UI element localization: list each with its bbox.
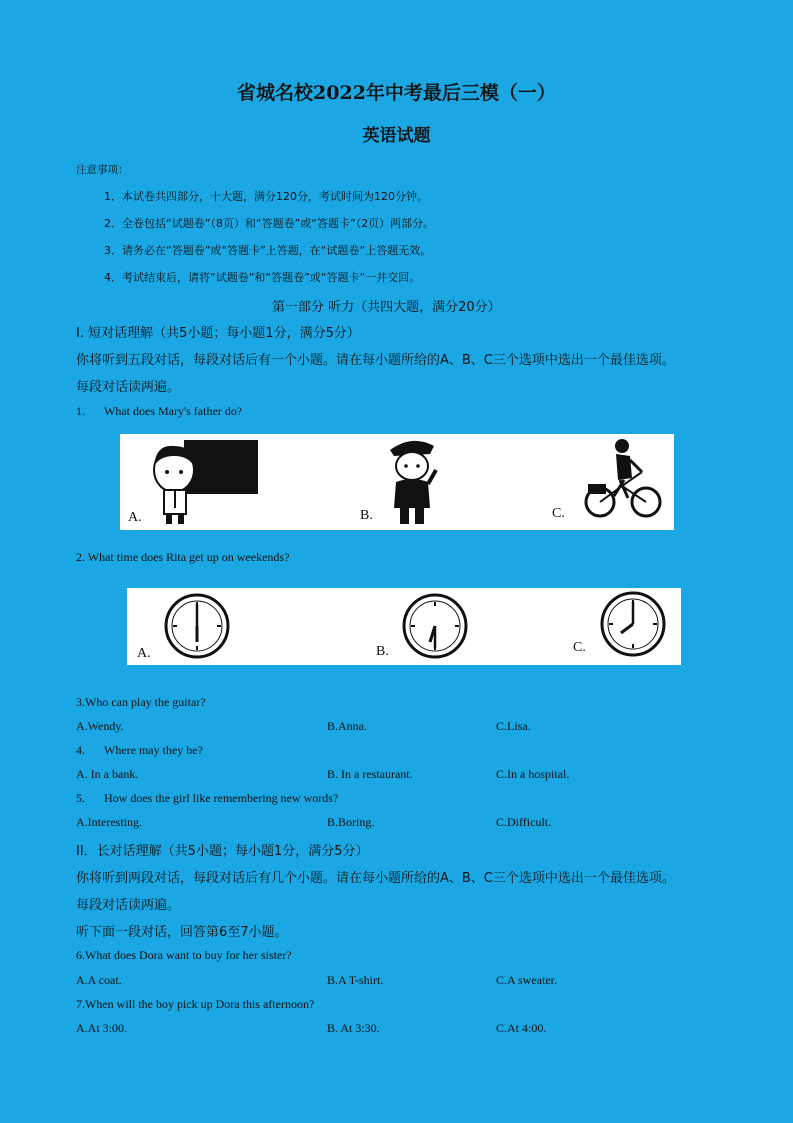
question-5-text: How does the girl like remembering new words? (104, 791, 339, 805)
option-a: A.A coat. (76, 973, 122, 987)
option-b: B.A T-shirt. (327, 973, 384, 987)
option-c: C.Lisa. (496, 719, 531, 733)
option-b: B. In a restaurant. (327, 767, 413, 781)
option-b: B.Boring. (327, 815, 375, 829)
option-c: C.In a hospital. (496, 767, 570, 781)
notice-item: 1．本试卷共四部分，十大题，满分120分，考试时间为120分钟。 (104, 190, 428, 203)
question-1-text: What does Mary's father do? (104, 404, 243, 418)
section2-instructions-2: 每段对话读两遍。 (76, 898, 181, 913)
page-subtitle: 英语试题 (362, 126, 431, 146)
clock-eight-icon (599, 590, 667, 658)
option-b: B.Anna. (327, 719, 367, 733)
question-3-text: 3.Who can play the guitar? (76, 695, 206, 709)
option-a: A.Wendy. (76, 719, 124, 733)
option-label: A. (137, 646, 151, 661)
police-officer-icon (382, 434, 442, 528)
option-c: C.Difficult. (496, 815, 552, 829)
notice-item: 4．考试结束后，请将“试题卷”和“答题卷”或“答题卡”一并交回。 (104, 271, 421, 284)
question-2-text: 2. What time does Rita get up on weekends? (76, 550, 290, 564)
question-2-image (127, 588, 681, 665)
option-label: A. (128, 510, 142, 525)
option-c: C.At 4:00. (496, 1021, 547, 1035)
part1-heading: 第一部分 听力（共四大题，满分20分） (272, 300, 501, 315)
clock-six-thirty-icon (401, 592, 469, 660)
notice-heading: 注意事项： (76, 164, 129, 176)
question-number: 4. (76, 743, 85, 757)
question-number: 5. (76, 791, 85, 805)
option-b: B. At 3:30. (327, 1021, 380, 1035)
page-title: 省城名校2022年中考最后三模（一） (237, 82, 556, 104)
notice-item: 2．全卷包括“试题卷”（8页）和“答题卷”或“答题卡”（2页）两部分。 (104, 217, 435, 230)
question-4-text: Where may they be? (104, 743, 203, 757)
cyclist-icon (584, 436, 664, 520)
question-number: 1. (76, 404, 85, 418)
option-label: C. (573, 640, 586, 655)
option-c: C.A sweater. (496, 973, 557, 987)
section1-heading: I. 短对话理解（共5小题；每小题1分，满分5分） (76, 326, 360, 341)
section1-instructions: 你将听到五段对话，每段对话后有一个小题。请在每小题所给的A、B、C三个选项中选出一个最佳选项。 (76, 353, 675, 368)
notice-item: 3．请务必在“答题卷”或“答题卡”上答题，在“试题卷”上答题无效。 (104, 244, 432, 257)
option-a: A.Interesting. (76, 815, 142, 829)
teacher-icon (144, 438, 264, 526)
option-label: B. (376, 644, 389, 659)
option-label: B. (360, 508, 373, 523)
section1-instructions-2: 每段对话读两遍。 (76, 380, 181, 395)
clock-six-icon (163, 592, 231, 660)
question-7-text: 7.When will the boy pick up Dora this afternoon? (76, 997, 315, 1011)
option-a: A. In a bank. (76, 767, 139, 781)
section2-instructions-3: 听下面一段对话，回答第6至7小题。 (76, 925, 288, 940)
section2-instructions: 你将听到两段对话，每段对话后有几个小题。请在每小题所给的A、B、C三个选项中选出一个最佳选项。 (76, 871, 675, 886)
option-label: C. (552, 506, 565, 521)
question-1-image (120, 434, 674, 530)
question-6-text: 6.What does Dora want to buy for her sister? (76, 948, 292, 962)
section2-heading: II．长对话理解（共5小题；每小题1分，满分5分） (76, 844, 369, 859)
option-a: A.At 3:00. (76, 1021, 127, 1035)
